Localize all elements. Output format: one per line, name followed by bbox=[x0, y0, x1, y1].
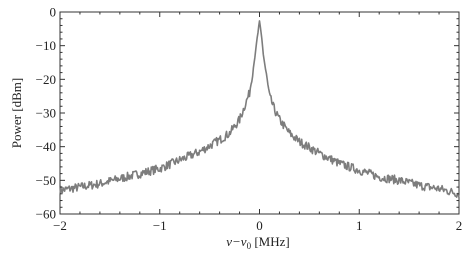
x-axis-label-unit: [MHz] bbox=[251, 234, 290, 249]
x-tick-label: 1 bbox=[356, 218, 363, 233]
y-tick-label: 0 bbox=[49, 4, 56, 20]
x-axis bbox=[53, 12, 462, 233]
y-tick-label: −60 bbox=[35, 206, 56, 222]
x-axis-label-subscript: 0 bbox=[246, 241, 252, 251]
series-line bbox=[60, 21, 459, 198]
x-tick-label: −2 bbox=[53, 218, 67, 233]
y-tick-label: −20 bbox=[35, 71, 56, 87]
y-tick-label: −50 bbox=[35, 172, 56, 188]
x-tick-label: 0 bbox=[256, 218, 263, 233]
y-tick-label: −30 bbox=[35, 105, 56, 121]
x-axis-label bbox=[226, 234, 289, 251]
x-axis-label-main: ν−ν bbox=[226, 234, 247, 249]
y-tick-label: −10 bbox=[35, 38, 56, 54]
x-tick-label: −1 bbox=[152, 218, 167, 233]
x-tick-label: 2 bbox=[455, 218, 463, 233]
y-axis-label: Power [dBm] bbox=[9, 77, 24, 149]
y-tick-label: −40 bbox=[35, 139, 56, 155]
plot-frame bbox=[60, 12, 459, 214]
y-axis bbox=[36, 5, 459, 222]
plot-area bbox=[60, 12, 459, 214]
